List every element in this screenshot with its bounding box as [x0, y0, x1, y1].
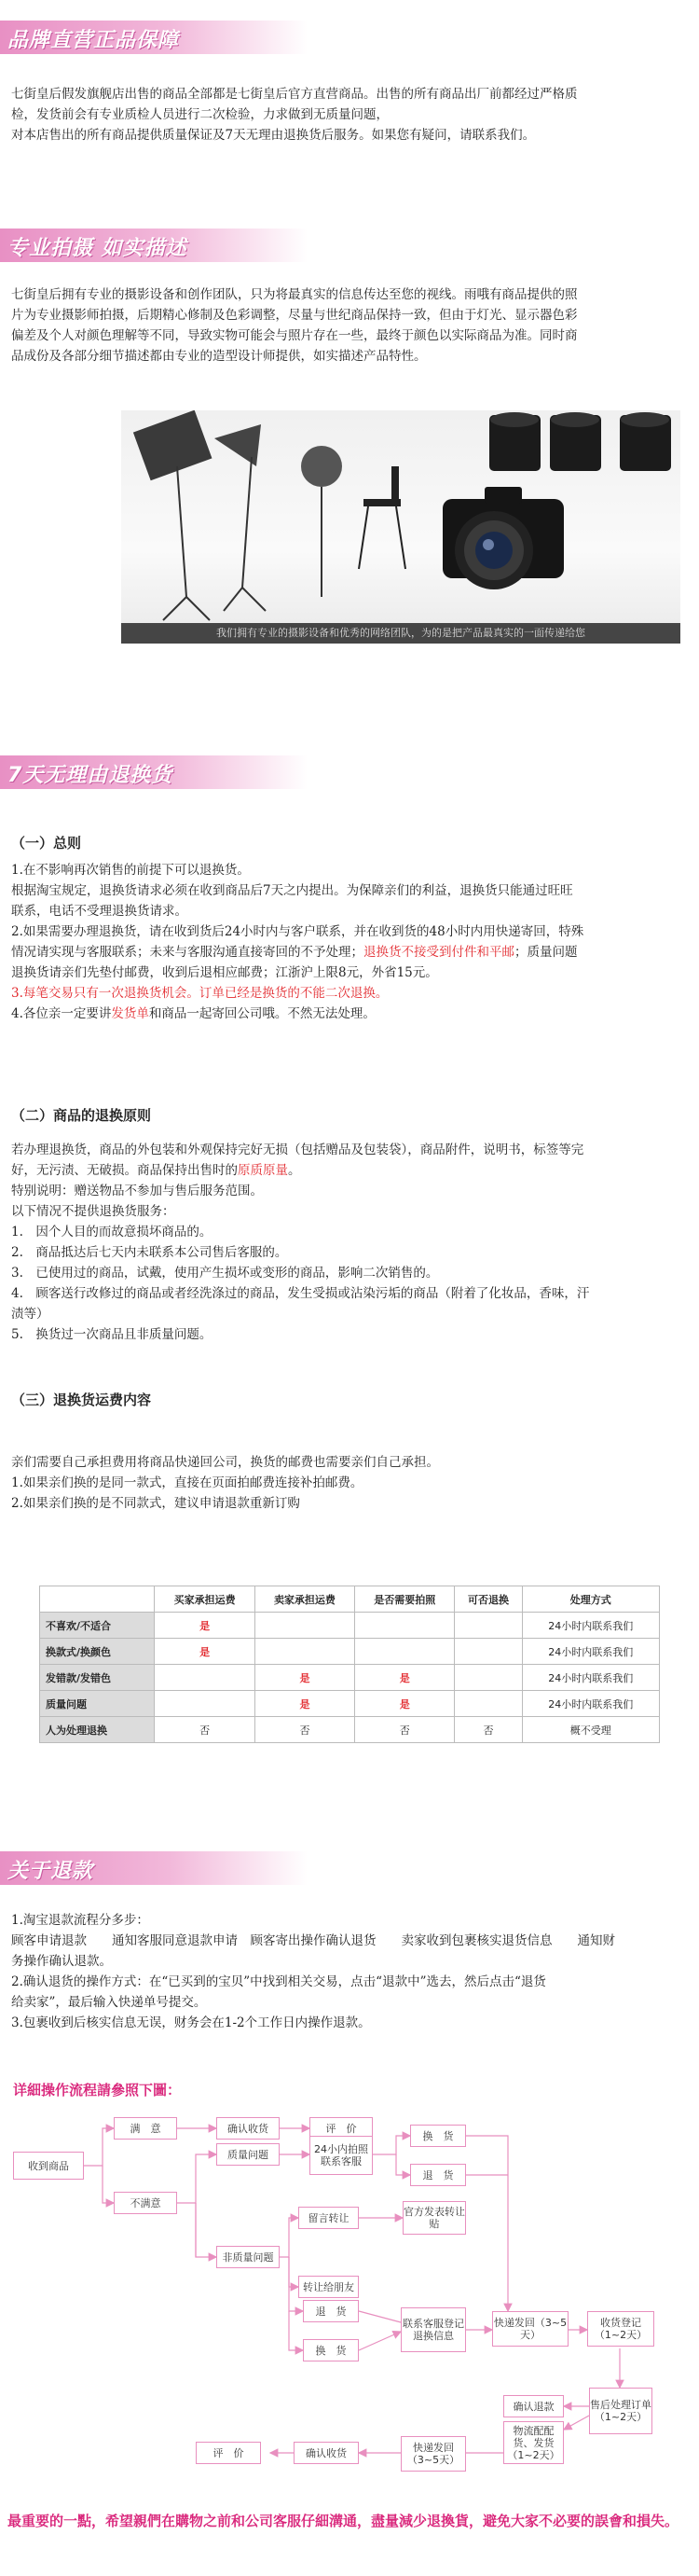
flow-node-confirm-receipt: 确认收货	[216, 2117, 280, 2140]
row-header: 质量问题	[40, 1691, 155, 1717]
table-cell	[155, 1691, 254, 1717]
paragraph-line: 1. 因个人目的而故意损坏商品的。	[11, 1225, 212, 1240]
table-cell: 24小时内联系我们	[522, 1613, 659, 1639]
paragraph-line	[11, 1160, 684, 1181]
flow-node-confirm-refund: 确认退款	[503, 2395, 564, 2417]
table-cell: 是	[254, 1665, 354, 1691]
subsection-heading: （三）退换货运费内容	[11, 1392, 152, 1408]
shipping-cost-table	[39, 1586, 660, 1743]
row-header: 不喜欢/不适合	[40, 1613, 155, 1639]
section-title: 7天无理由退换货	[7, 764, 173, 787]
table-header-cell: 卖家承担运费	[254, 1586, 354, 1613]
paragraph-line: 1.如果亲们换的是同一款式，直接在页面拍邮费连接补拍邮费。	[11, 1475, 363, 1490]
flow-node-after-sale: 售后处理订单（1~2天）	[589, 2388, 652, 2434]
photo-caption: 我们拥有专业的摄影设备和优秀的网络团队，为的是把产品最真实的一面传递给您	[121, 623, 680, 644]
table-cell	[455, 1691, 522, 1717]
flow-node-non-quality: 非质量问题	[216, 2246, 280, 2268]
paragraph-line: 3. 已使用过的商品，试戴，使用产生损坏或变形的商品，影响二次销售的。	[11, 1266, 439, 1281]
paragraph-line	[11, 942, 684, 963]
section-banner-photography	[0, 229, 308, 262]
flow-node-exchange: 换 货	[410, 2125, 466, 2147]
paragraph-line: 给卖家”，最后输入快递单号提交。	[11, 1995, 207, 2010]
flow-node-logistics: 物流配配货、发货（1~2天）	[503, 2421, 564, 2464]
flow-node-express-back-2: 快递发回（3~5天）	[401, 2436, 466, 2472]
text-segment: 和商品一起寄回公司哦。不然无法处理。	[148, 1006, 376, 1021]
paragraph-line: 片为专业摄影师拍摄，后期精心修制及色彩调整，尽量与世纪商品保持一致，但由于灯光、显示器色彩	[11, 308, 578, 323]
flow-node-return: 退 货	[410, 2164, 466, 2186]
paragraph-line: 2.如果亲们换的是不同款式，建议申请退款重新订购	[11, 1496, 300, 1511]
table-cell	[355, 1639, 455, 1665]
section-banner-return-policy	[0, 755, 308, 789]
text-segment: 好，无污渍、无破损。商品保持出售时的	[11, 1163, 238, 1178]
table-cell: 24小时内联系我们	[522, 1691, 659, 1717]
flow-node-confirm-receipt-2: 确认收货	[294, 2442, 359, 2464]
flow-node-official-post: 官方发表转让贴	[403, 2201, 466, 2235]
flow-node-contact-cs: 24小内拍照联系客服	[309, 2136, 373, 2175]
flow-node-exchange-2: 换 货	[303, 2339, 359, 2361]
paragraph-line: 退换货请亲们先垫付邮费，收到后退相应邮费；江浙沪上限8元，外省15元。	[11, 965, 438, 980]
table-cell	[455, 1639, 522, 1665]
paragraph-line: 以下情况不提供退换货服务：	[11, 1204, 175, 1219]
paragraph-line	[11, 1004, 684, 1024]
paragraph-line: 务操作确认退款。	[11, 1954, 112, 1969]
paragraph-line: 若办理退换货，商品的外包装和外观保持完好无损（包括赠品及包装袋），商品附件，说明书，标签等完	[11, 1143, 584, 1157]
flow-node-transfer-friend: 转让给朋友	[298, 2276, 359, 2298]
paragraph-line: 品成份及各部分细节描述都由专业的造型设计师提供，如实描述产品特性。	[11, 349, 427, 364]
table-cell: 24小时内联系我们	[522, 1665, 659, 1691]
paragraph-line: 七街皇后拥有专业的摄影设备和创作团队，只为将最真实的信息传达至您的视线。雨哦有商品提供的照	[11, 287, 578, 302]
flow-node-cs-register: 联系客服登记退换信息	[401, 2307, 466, 2352]
highlight-text: 退换货不接受到付件和平邮	[363, 945, 514, 960]
highlight-text: 发货单	[111, 1006, 149, 1021]
paragraph-line: 5. 换货过一次商品且非质量问题。	[11, 1327, 212, 1342]
table-cell	[355, 1613, 455, 1639]
table-cell: 否	[455, 1717, 522, 1743]
table-row	[40, 1717, 660, 1743]
camera-studio-illustration	[121, 410, 680, 644]
section-title: 品牌直营正品保障	[7, 29, 180, 52]
section-title: 关于退款	[7, 1860, 94, 1883]
flow-node-review: 评 价	[309, 2117, 373, 2140]
table-cell: 是	[254, 1691, 354, 1717]
row-header: 人为处理退换	[40, 1717, 155, 1743]
paragraph-line: 根据淘宝规定，退换货请求必须在收到商品后7天之内提出。为保障亲们的利益，退换货只能通过旺旺	[11, 883, 573, 898]
row-header: 换款式/换颜色	[40, 1639, 155, 1665]
table-row	[40, 1639, 660, 1665]
paragraph-line: 1.淘宝退款流程分多步：	[11, 1913, 149, 1928]
table-header-cell	[40, 1586, 155, 1613]
row-header: 发错款/发错色	[40, 1665, 155, 1691]
subsection-heading: （一）总则	[11, 835, 82, 852]
flow-node-express-back: 快递发回（3~5天）	[492, 2311, 569, 2347]
table-cell	[455, 1613, 522, 1639]
paragraph-line: 2.如果需要办理退换货，请在收到货后24小时内与客户联系，并在收到货的48小时内用快递寄回，特殊	[11, 924, 584, 939]
flow-node-leave-note: 留言转让	[298, 2207, 359, 2229]
flow-node-receive: 收到商品	[13, 2152, 84, 2180]
table-cell	[155, 1665, 254, 1691]
paragraph-line-highlight: 3.每笔交易只有一次退换货机会。订单已经是换货的不能二次退换。	[11, 986, 389, 1001]
text-segment: 4.各位亲一定要讲	[11, 1006, 112, 1021]
table-cell: 概不受理	[522, 1717, 659, 1743]
flow-node-quality-issue: 质量问题	[216, 2143, 280, 2166]
paragraph-line: 联系，电话不受理退换货请求。	[11, 904, 187, 919]
bottom-note: 最重要的一點，希望親們在購物之前和公司客服仔細溝通，盡量減少退換貨，避免大家不必要的誤會和損失。	[7, 2513, 679, 2529]
table-header-cell: 可否退换	[455, 1586, 522, 1613]
section-title: 专业拍摄 如实描述	[7, 237, 187, 260]
flow-node-receipt-register: 收货登记（1~2天）	[587, 2311, 654, 2347]
table-cell: 否	[355, 1717, 455, 1743]
paragraph-line: 顾客申请退款 通知客服同意退款申请 顾客寄出操作确认退货 卖家收到包裹核实退货信息 通知财	[11, 1933, 615, 1948]
highlight-text: 原质原量	[238, 1163, 288, 1178]
paragraph-line: 2.确认退货的操作方式：在“已买到的宝贝”中找到相关交易，点击“退款中”选去，然后点击“退货	[11, 1974, 546, 1989]
paragraph-line: 渍等）	[11, 1307, 49, 1322]
paragraph-line: 七街皇后假发旗舰店出售的商品全部都是七街皇后官方直营商品。出售的所有商品出厂前都经过严格质	[11, 87, 578, 102]
paragraph-line: 对本店售出的所有商品提供质量保证及7天无理由退换货后服务。如果您有疑问，请联系我们。	[11, 128, 536, 143]
flowchart-heading: 详細操作流程請參照下圖：	[13, 2082, 182, 2098]
table-header-cell: 处理方式	[522, 1586, 659, 1613]
table-row	[40, 1691, 660, 1717]
flow-node-satisfied: 满 意	[114, 2117, 177, 2140]
table-cell	[254, 1613, 354, 1639]
table-cell: 是	[155, 1639, 254, 1665]
table-header-cell: 是否需要拍照	[355, 1586, 455, 1613]
text-segment: ；质量问题	[514, 945, 578, 960]
paragraph-line: 3.包裹收到后核实信息无误，财务会在1-2个工作日内操作退款。	[11, 2015, 371, 2030]
paragraph-line: 检，发货前会有专业质检人员进行二次检验，力求做到无质量问题，	[11, 107, 389, 122]
subsection-heading: （二）商品的退换原则	[11, 1107, 152, 1124]
table-cell: 否	[155, 1717, 254, 1743]
flow-node-review-2: 评 价	[196, 2442, 261, 2464]
table-cell: 24小时内联系我们	[522, 1639, 659, 1665]
text-segment: 情况请实现与客服联系；未来与客服沟通直接寄回的不予处理；	[11, 945, 363, 960]
table-cell: 是	[155, 1613, 254, 1639]
studio-photo	[121, 410, 680, 644]
table-row	[40, 1665, 660, 1691]
flow-node-unsatisfied: 不满意	[114, 2192, 177, 2214]
paragraph-line: 亲们需要自己承担费用将商品快递回公司，换货的邮费也需要亲们自己承担。	[11, 1455, 439, 1470]
paragraph-line: 4. 顾客送行改修过的商品或者经洗涤过的商品，发生受损或沾染污垢的商品（附着了化妆品，香味，汗	[11, 1286, 590, 1301]
table-header-row	[40, 1586, 660, 1613]
section-banner-refund	[0, 1851, 308, 1885]
table-cell: 否	[254, 1717, 354, 1743]
table-row	[40, 1613, 660, 1639]
table-cell: 是	[355, 1665, 455, 1691]
table-cell	[455, 1665, 522, 1691]
paragraph-line: 偏差及个人对颜色理解等不同，导致实物可能会与照片存在一些，最终于颜色以实际商品为准。同时商	[11, 328, 578, 343]
section-banner-brand	[0, 21, 308, 54]
flow-node-return-2: 退 货	[303, 2300, 359, 2322]
table-header-cell: 买家承担运费	[155, 1586, 254, 1613]
text-segment: 。	[288, 1163, 301, 1178]
table-cell: 是	[355, 1691, 455, 1717]
table-cell	[254, 1639, 354, 1665]
paragraph-line: 2. 商品抵达后七天内未联系本公司售后客服的。	[11, 1245, 288, 1260]
paragraph-line: 1.在不影响再次销售的前提下可以退换货。	[11, 863, 250, 878]
paragraph-line: 特别说明：赠送物品不参加与售后服务范围。	[11, 1184, 263, 1198]
